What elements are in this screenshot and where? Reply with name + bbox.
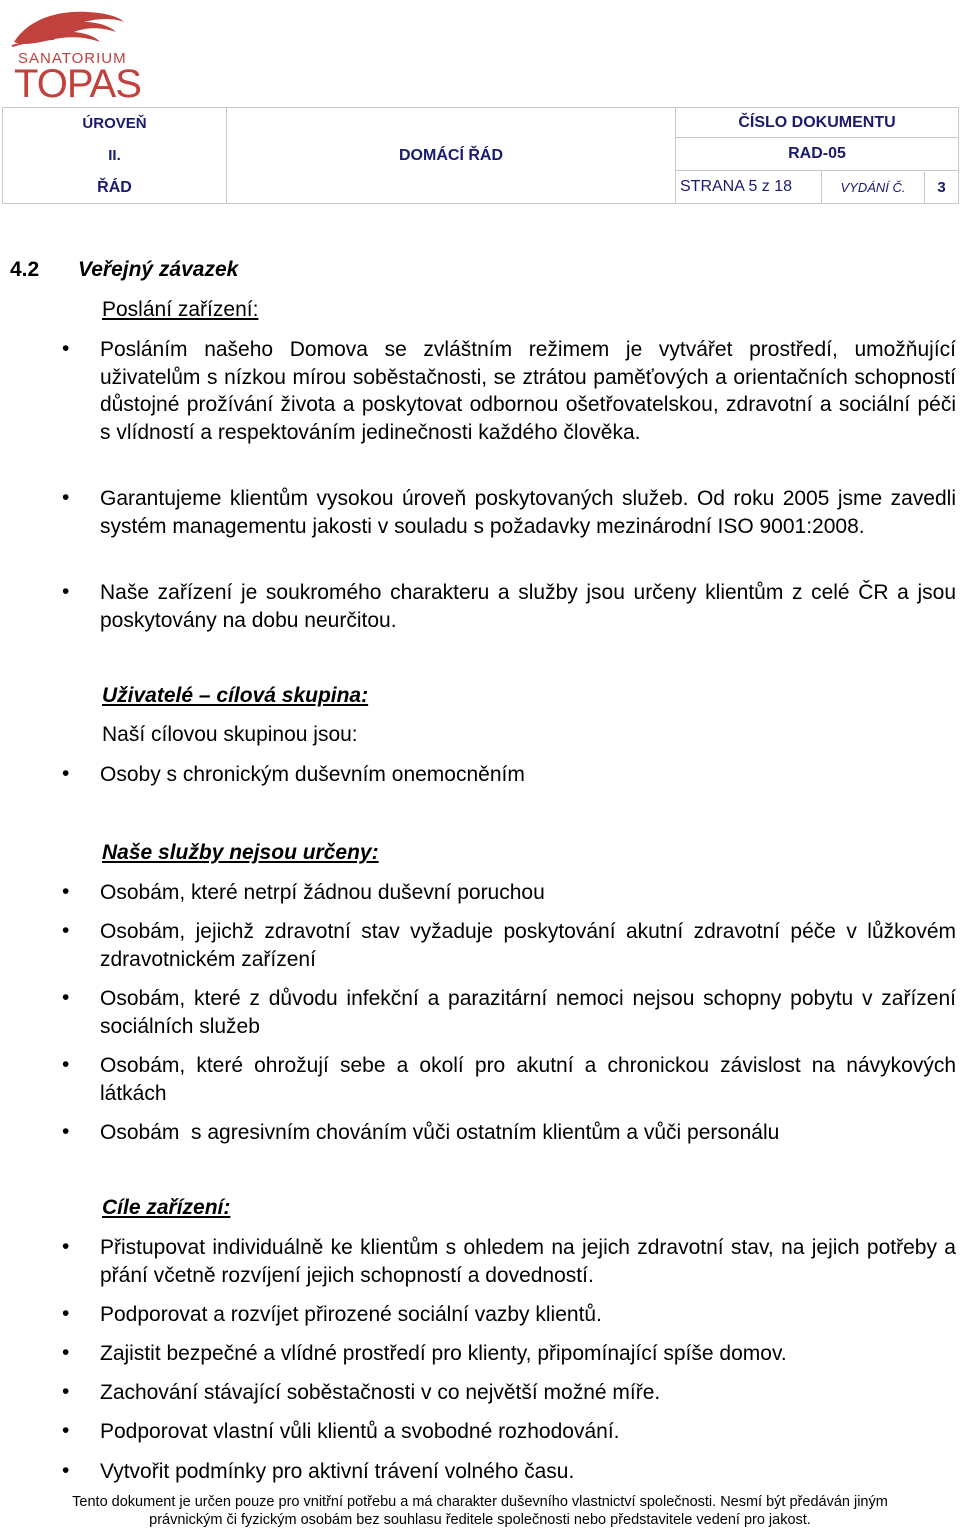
version-label: VYDÁNÍ Č. xyxy=(822,172,925,203)
bullet-icon: • xyxy=(62,1053,70,1076)
hand-icon xyxy=(6,2,131,52)
bullet-icon: • xyxy=(62,919,70,942)
users-heading: Uživatelé – cílová skupina: xyxy=(102,684,369,707)
goals-item: Podporovat a rozvíjet přirozené sociální vazby klientů. xyxy=(100,1303,602,1326)
bullet-icon: • xyxy=(62,1235,70,1258)
not-for-item: Osobám s agresivním chováním vůči ostatním klientům a vůči personálu xyxy=(100,1121,780,1144)
bullet-icon: • xyxy=(62,580,70,603)
goals-heading: Cíle zařízení: xyxy=(102,1196,231,1219)
level-cell xyxy=(3,108,227,204)
doc-number-label: ČÍSLO DOKUMENTU xyxy=(676,108,959,138)
not-for-item: Osobám, které ohrožují sebe a okolí pro akutní a chronickou závislost na návykových látkách xyxy=(100,1054,956,1105)
bullet-icon: • xyxy=(62,1380,70,1403)
footer-line2: právnickým či fyzickým osobám bez souhlasu ředitele společnosti nebo představitele vedení pro jakost. xyxy=(149,1512,811,1528)
footer-line1: Tento dokument je určen pouze pro vnitřní potřebu a má charakter duševního vlastnictví společnosti. Nesmí být předáván jiným xyxy=(72,1494,888,1510)
level-label: ÚROVEŇ xyxy=(82,114,147,132)
bullet-icon: • xyxy=(62,762,70,785)
mission-heading: Poslání zařízení: xyxy=(102,298,259,321)
company-logo xyxy=(6,2,141,106)
bullet-icon: • xyxy=(62,1459,70,1482)
bullet-icon: • xyxy=(62,1120,70,1143)
not-for-item: Osobám, které z důvodu infekční a parazitární nemoci nejsou schopny pobytu v zařízení sociálních služeb xyxy=(100,987,956,1038)
level-name: ŘÁD xyxy=(97,178,132,196)
not-for-heading: Naše služby nejsou určeny: xyxy=(102,841,379,864)
goals-item: Přistupovat individuálně ke klientům s ohledem na jejich zdravotní stav, na jejich potřeby a přání včetně rozvíjení jejich schopností a dovedností. xyxy=(100,1236,956,1287)
mission-item: Posláním našeho Domova se zvláštním režimem je vytvářet prostředí, umožňující uživatelům s nízkou mírou soběstačnosti, se ztrátou paměťových a orientačních schopností důstojné prožívání života a poskytovat odbornou ošetřovatelskou, zdravotní a sociální péči s vlídností a respektováním jedinečnosti každého člověka. xyxy=(100,338,956,444)
not-for-item: Osobám, které netrpí žádnou duševní poruchou xyxy=(100,881,545,904)
goals-item: Zachování stávající soběstačnosti v co největší možné míře. xyxy=(100,1381,661,1404)
document-title: DOMÁCÍ ŘÁD xyxy=(227,108,676,204)
section-title xyxy=(10,258,238,282)
mission-item: Naše zařízení je soukromého charakteru a služby jsou určeny klientům z celé ČR a jsou poskytovány na dobu neurčitou. xyxy=(100,581,956,632)
page-footer xyxy=(0,1493,960,1529)
bullet-icon: • xyxy=(62,1302,70,1325)
bullet-icon: • xyxy=(62,337,70,360)
goals-item: Zajistit bezpečné a vlídné prostředí pro klienty, připomínající spíše domov. xyxy=(100,1342,787,1365)
page-indicator: STRANA 5 z 18 xyxy=(676,171,822,204)
logo-line1: SANATORIUM xyxy=(18,50,127,67)
goals-item: Vytvořit podmínky pro aktivní trávení volného času. xyxy=(100,1460,575,1483)
logo-line2: TOPAS xyxy=(14,62,141,106)
bullet-icon: • xyxy=(62,1419,70,1442)
document-header xyxy=(2,107,959,204)
bullet-icon: • xyxy=(62,880,70,903)
mission-item: Garantujeme klientům vysokou úroveň poskytovaných služeb. Od roku 2005 jsme zavedli systém managementu jakosti v souladu s požadavky mezinárodní ISO 9001:2008. xyxy=(100,487,956,538)
users-item: Osoby s chronickým duševním onemocněním xyxy=(100,763,525,786)
version-cell xyxy=(822,171,959,204)
section-title-text: Veřejný závazek xyxy=(78,258,239,281)
doc-number: RAD-05 xyxy=(676,138,959,171)
not-for-item: Osobám, jejichž zdravotní stav vyžaduje poskytování akutní zdravotní péče v lůžkovém zdravotnickém zařízení xyxy=(100,920,956,971)
bullet-icon: • xyxy=(62,986,70,1009)
bullet-icon: • xyxy=(62,486,70,509)
section-number: 4.2 xyxy=(10,258,40,281)
level-value: II. xyxy=(108,146,121,164)
version-value: 3 xyxy=(937,178,946,196)
users-intro: Naší cílovou skupinou jsou: xyxy=(102,723,358,746)
bullet-icon: • xyxy=(62,1341,70,1364)
goals-item: Podporovat vlastní vůli klientů a svobodné rozhodování. xyxy=(100,1420,620,1443)
